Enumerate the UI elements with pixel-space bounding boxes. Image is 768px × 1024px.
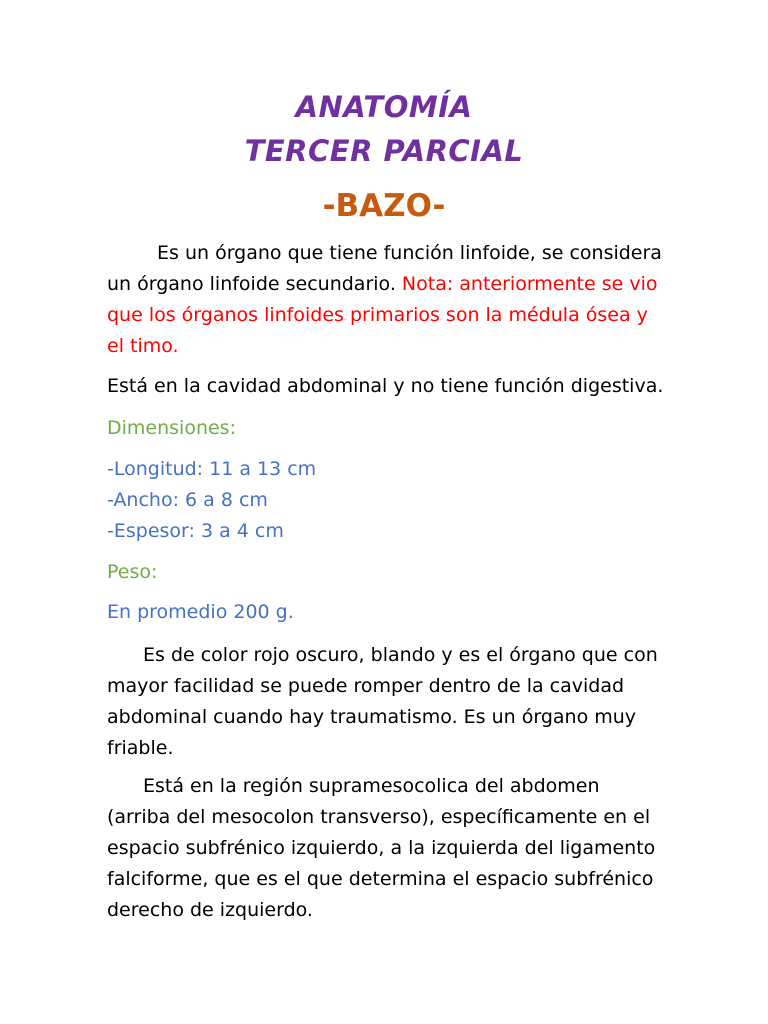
dimensions-heading: Dimensiones: (107, 417, 236, 439)
document-title-line2: TERCER PARCIAL (244, 134, 524, 168)
document-title: ANATOMÍA (295, 90, 473, 124)
dimension-thickness: -Espesor: 3 a 4 cm (107, 520, 284, 542)
position-paragraph: Está en la región supramesocolica del abdomen (arriba del mesocolon transverso), específicamente en el espacio subfrénico izquierdo, a la izquierda del ligamento falciforme, que es el que determina el espacio subfrénico derecho de izquierdo. (107, 775, 656, 921)
section-title: -BAZO- (322, 188, 446, 224)
description-paragraph: Es de color rojo oscuro, blando y es el órgano que con mayor facilidad se puede romper dentro de la cavidad abdominal cuando hay traumatismo. Es un órgano muy friable. (107, 644, 658, 759)
dimension-length: -Longitud: 11 a 13 cm (107, 458, 317, 480)
note-text: Nota: anteriormente se vio que los órganos linfoides primarios son la médula ósea y el timo. (107, 273, 658, 357)
intro-paragraph (107, 238, 667, 362)
dimension-width: -Ancho: 6 a 8 cm (107, 489, 268, 511)
weight-value: En promedio 200 g. (107, 601, 294, 623)
location-paragraph: Está en la cavidad abdominal y no tiene función digestiva. (107, 375, 664, 397)
dimensions-list (107, 454, 667, 547)
intro-text: Es un órgano que tiene función linfoide, se considera un órgano linfoide secundario. (107, 242, 662, 295)
weight-heading: Peso: (107, 561, 158, 583)
